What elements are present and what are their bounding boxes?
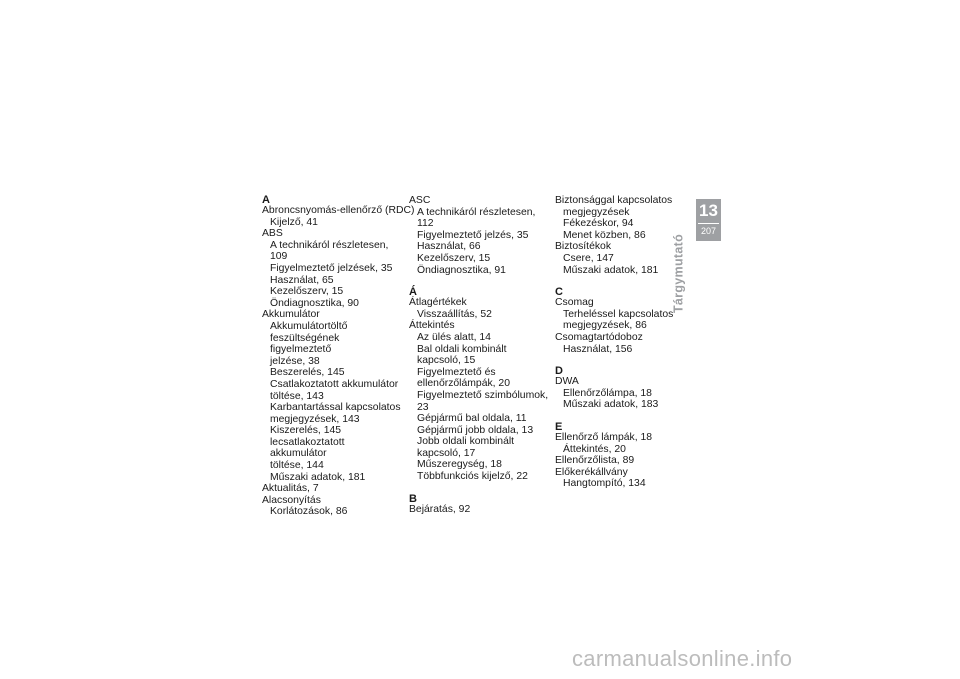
index-letter-heading: Á: [409, 286, 417, 299]
index-subentry: megjegyzések: [563, 206, 630, 218]
index-entry: Csomagtartódoboz: [555, 331, 643, 343]
chapter-number: 13: [699, 201, 718, 220]
index-subentry: Műszaki adatok, 183: [563, 399, 659, 411]
index-subentry: feszültségének figyelmeztető: [270, 332, 340, 356]
index-letter-heading: A: [262, 194, 270, 206]
index-subentry: Hangtompító, 134: [563, 478, 646, 490]
index-entry: Előkerékállvány: [555, 466, 628, 478]
index-subentry: Kezelőszerv, 15: [417, 252, 491, 264]
index-entry: Akkumulátor: [262, 309, 320, 321]
index-subentry: Figyelmeztető jelzés, 35: [417, 229, 529, 241]
index-subentry: Beszerelés, 145: [270, 367, 345, 379]
index-letter-heading: C: [555, 286, 563, 299]
index-entry: DWA: [555, 376, 579, 388]
index-subentry: Akkumulátortöltő: [270, 320, 348, 332]
index-subentry: Kezelőszerv, 15: [270, 286, 344, 298]
index-subentry: Többfunkciós kijelző, 22: [417, 471, 528, 483]
index-letter-heading: E: [555, 420, 563, 433]
index-subentry: Korlátozások, 86: [270, 506, 348, 518]
index-subentry: lecsatlakoztatott akkumulátor: [270, 436, 345, 460]
index-letter-heading: D: [555, 365, 563, 378]
index-entry: Átlagértékek: [409, 297, 467, 309]
index-column-2: [409, 195, 549, 515]
index-subentry: A technikáról részletesen, 112: [417, 206, 536, 230]
index-subentry: Fékezéskor, 94: [563, 218, 634, 230]
index-entry: Aktualitás, 7: [262, 483, 319, 495]
index-entry: Alacsonyítás: [262, 494, 321, 506]
index-subentry: Csere, 147: [563, 252, 614, 264]
index-subentry: Áttekintés, 20: [563, 443, 626, 455]
index-subentry: Ellenőrzőlámpa, 18: [563, 387, 652, 399]
index-entry: Csomag: [555, 297, 594, 309]
section-title-vertical: Tárgymutató: [671, 233, 686, 313]
index-subentry: töltése, 144: [270, 460, 324, 472]
index-entry: Ellenőrző lámpák, 18: [555, 431, 653, 443]
index-subentry: Terheléssel kapcsolatos: [563, 308, 674, 320]
index-subentry: megjegyzések, 143: [270, 413, 360, 425]
index-subentry: kapcsoló, 15: [417, 355, 476, 367]
index-entry: Biztosítékok: [555, 241, 612, 253]
index-subentry: Visszaállítás, 52: [417, 308, 492, 320]
index-subentry: Bal oldali kombinált: [417, 343, 507, 355]
index-entry: ASC: [409, 195, 431, 206]
index-subentry: Figyelmeztető és: [417, 366, 496, 378]
chapter-tab: [696, 199, 721, 241]
index-entry: Bejáratás, 92: [409, 503, 471, 515]
index-entry: Ellenőrzőlista, 89: [555, 455, 635, 467]
index-subentry: Csatlakoztatott akkumulátor: [270, 378, 399, 390]
index-subentry: A technikáról részletesen, 109: [270, 239, 389, 263]
index-subentry: Karbantartással kapcsolatos: [270, 402, 401, 414]
index-subentry: Használat, 156: [563, 343, 633, 355]
index-subentry: Gépjármű jobb oldala, 13: [417, 424, 534, 436]
index-subentry: töltése, 143: [270, 390, 324, 402]
index-subentry: Jobb oldali kombinált: [417, 436, 515, 448]
index-subentry: jelzése, 38: [270, 355, 320, 367]
index-subentry: Menet közben, 86: [563, 229, 646, 241]
tab-divider: [698, 223, 719, 224]
index-subentry: Műszaki adatok, 181: [270, 471, 366, 483]
page-number: 207: [700, 226, 717, 236]
index-subentry: Öndiagnosztika, 90: [270, 297, 359, 309]
index-subentry: Figyelmeztető szimbólumok, 23: [417, 389, 549, 413]
index-entry: Abroncsnyomás-ellenőrző (RDC): [262, 205, 415, 216]
index-subentry: Használat, 65: [270, 274, 334, 286]
index-subentry: Használat, 66: [417, 241, 481, 253]
index-subentry: Műszeregység, 18: [417, 459, 502, 471]
index-subentry: megjegyzések, 86: [563, 320, 647, 332]
index-subentry: Az ülés alatt, 14: [417, 331, 491, 343]
index-subentry: kapcsoló, 17: [417, 447, 476, 459]
index-column-1: [262, 194, 415, 518]
index-entry: Biztonsággal kapcsolatos: [555, 195, 673, 206]
index-subentry: Kijelző, 41: [270, 216, 318, 228]
index-entry: Áttekintés: [409, 320, 455, 332]
index-subentry: Kiszerelés, 145: [270, 425, 342, 437]
index-subentry: Öndiagnosztika, 91: [417, 264, 506, 276]
index-entry: ABS: [262, 228, 283, 240]
index-subentry: Gépjármű bal oldala, 11: [417, 413, 527, 425]
watermark-text: carmanualsonline.info: [572, 646, 793, 671]
index-subentry: Műszaki adatok, 181: [563, 264, 659, 276]
index-subentry: ellenőrzőlámpák, 20: [417, 378, 510, 390]
index-subentry: Figyelmeztető jelzések, 35: [270, 262, 393, 274]
index-letter-heading: B: [409, 492, 417, 505]
